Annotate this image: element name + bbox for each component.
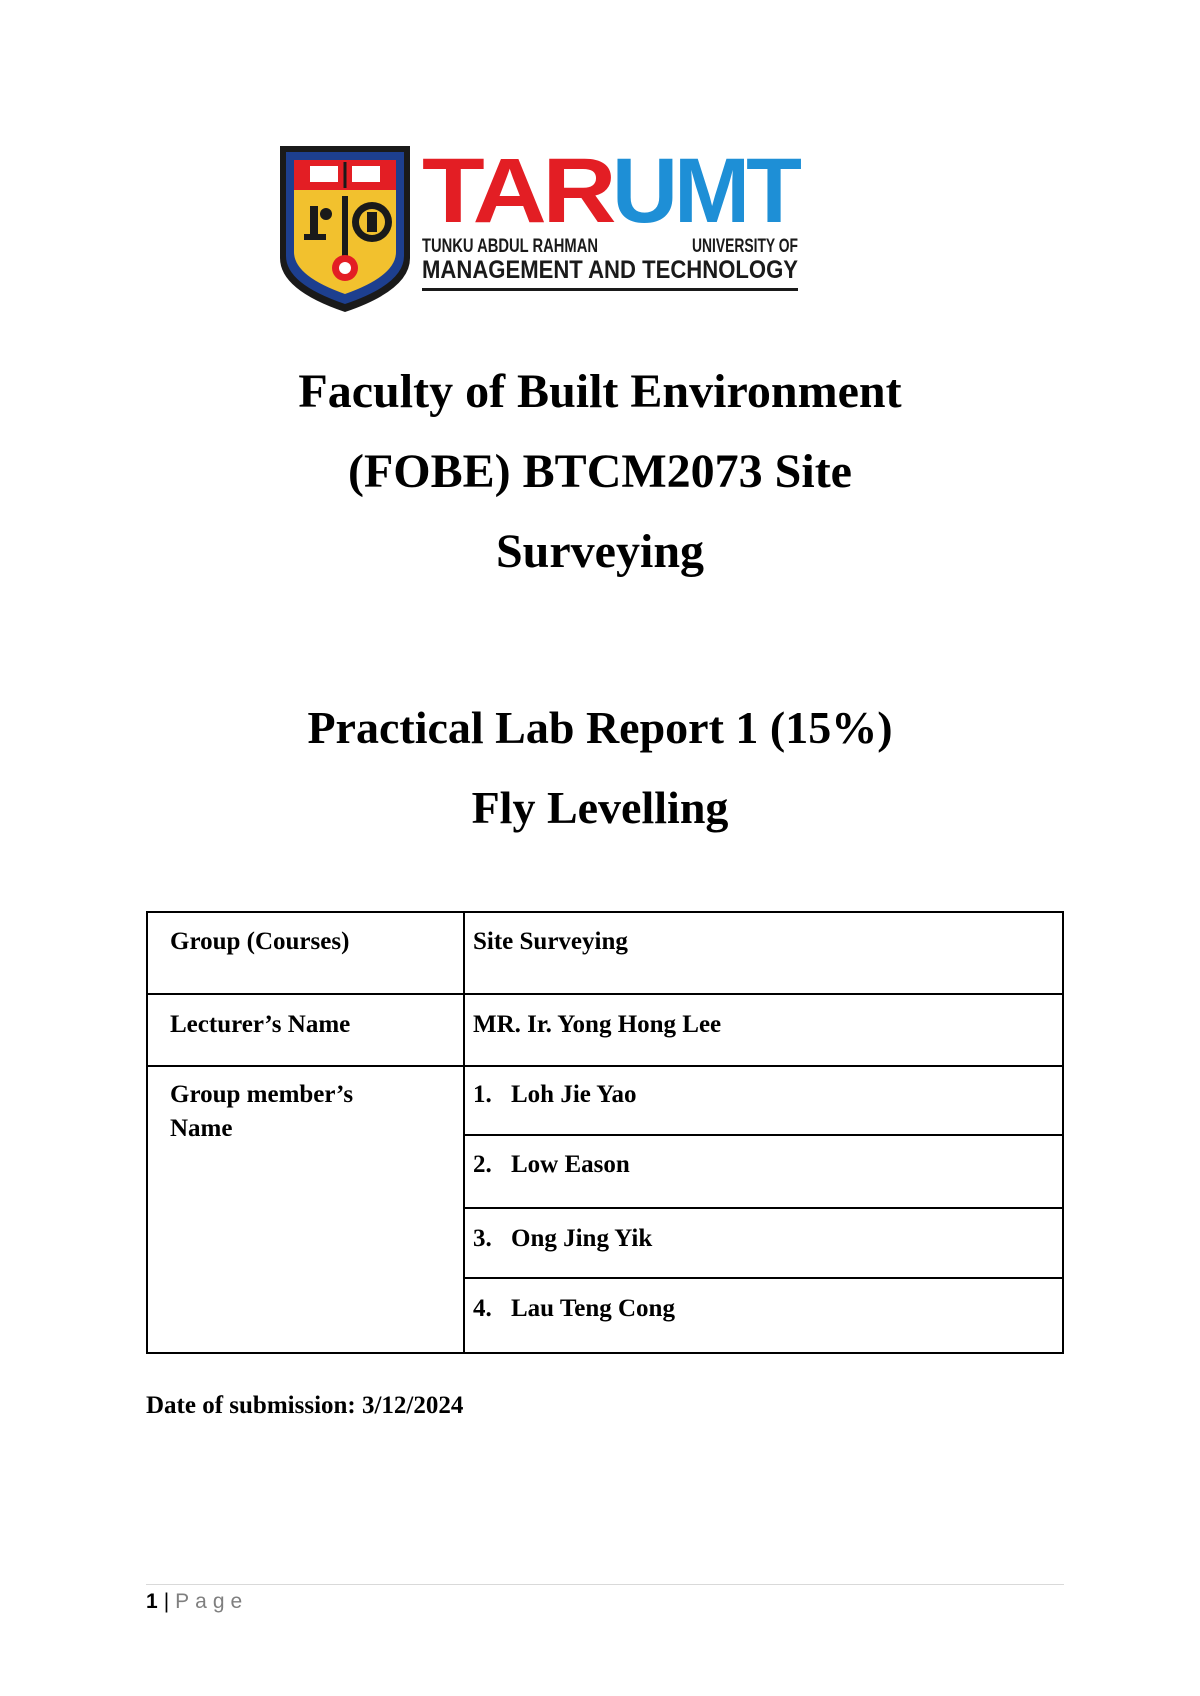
group-members-label-line-2: Name: [170, 1115, 233, 1142]
list-item: [473, 1292, 675, 1326]
member-number: 4.: [473, 1295, 492, 1322]
member-number: 3.: [473, 1225, 492, 1252]
table-row-divider: [148, 1065, 1062, 1067]
lecturer-name-label: Lecturer’s Name: [170, 1011, 351, 1038]
page-title: [0, 352, 1200, 592]
footer-divider: [146, 1584, 1064, 1585]
page-separator: |: [163, 1590, 170, 1613]
page-word: Page: [175, 1590, 249, 1613]
logo-underline: [422, 288, 798, 291]
page-footer: [146, 1587, 248, 1617]
logo-line1-right: UNIVERSITY OF: [692, 236, 798, 257]
table-row-divider: [148, 993, 1062, 995]
group-members-label: [170, 1078, 353, 1146]
member-name: Ong Jing Yik: [511, 1225, 653, 1252]
list-item: [473, 1078, 636, 1112]
subtitle-line-2: Fly Levelling: [471, 782, 729, 833]
table-row-divider: [465, 1277, 1062, 1279]
table-row-divider: [465, 1134, 1062, 1136]
university-logo: [274, 140, 874, 316]
member-name: Lau Teng Cong: [511, 1295, 675, 1322]
title-line-2: (FOBE) BTCM2073 Site: [348, 445, 852, 498]
logo-brand-tar: TAR: [422, 140, 615, 242]
submission-date: Date of submission: 3/12/2024: [146, 1392, 464, 1419]
table-row-divider: [465, 1207, 1062, 1209]
member-number: 1.: [473, 1081, 492, 1108]
report-subtitle: [0, 688, 1200, 848]
logo-line1-left: TUNKU ABDUL RAHMAN: [422, 236, 598, 257]
group-courses-label: Group (Courses): [170, 928, 350, 955]
member-name: Low Eason: [511, 1151, 630, 1178]
university-crest-icon: [280, 146, 410, 312]
subtitle-line-1: Practical Lab Report 1 (15%): [307, 702, 893, 753]
group-members-label-line-1: Group member’s: [170, 1081, 354, 1108]
table-column-divider: [463, 913, 465, 1352]
list-item: [473, 1148, 630, 1182]
page-number: 1: [146, 1590, 158, 1613]
list-item: [473, 1222, 652, 1256]
title-line-3: Surveying: [495, 525, 705, 578]
group-info-table: [146, 911, 1064, 1354]
logo-brand-umt: UMT: [612, 140, 802, 242]
member-number: 2.: [473, 1151, 492, 1178]
logo-line2: MANAGEMENT AND TECHNOLOGY: [422, 256, 799, 284]
title-line-1: Faculty of Built Environment: [298, 365, 902, 418]
lecturer-name-value: MR. Ir. Yong Hong Lee: [473, 1011, 722, 1038]
member-name: Loh Jie Yao: [511, 1081, 637, 1108]
group-courses-value: Site Surveying: [473, 928, 628, 955]
